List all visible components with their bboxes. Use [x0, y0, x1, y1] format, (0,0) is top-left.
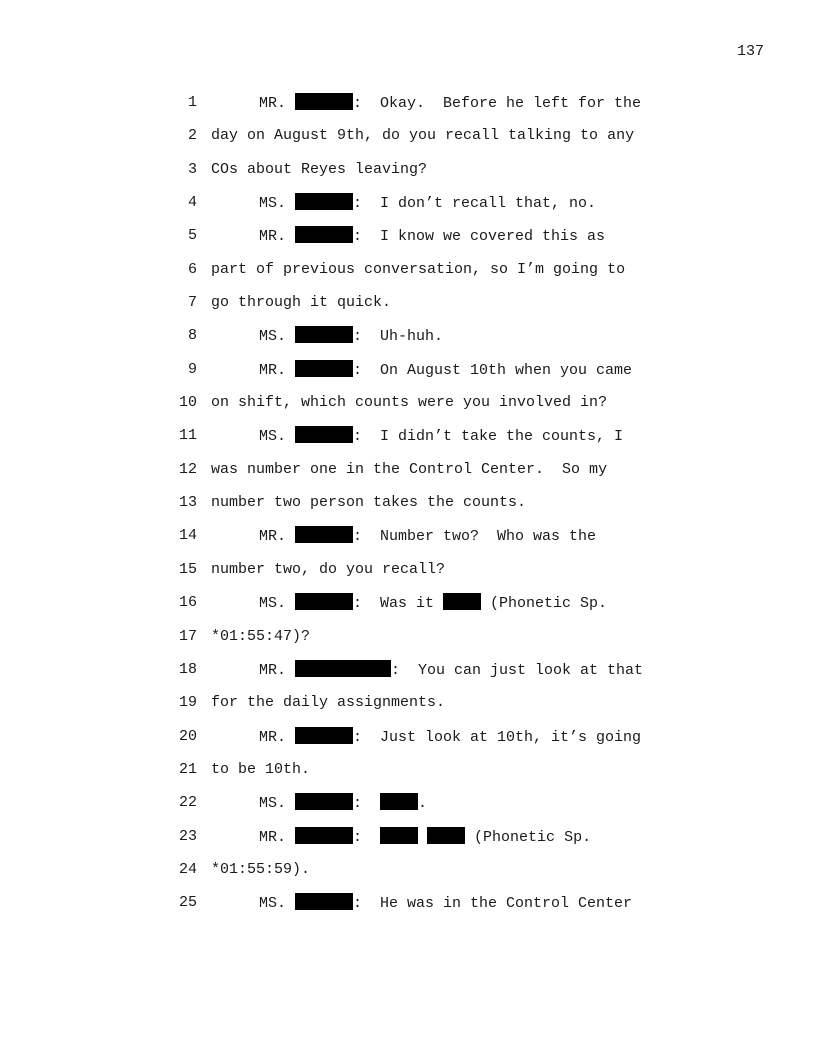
transcript-line	[0, 827, 816, 860]
redaction-box	[427, 827, 465, 844]
redaction-box	[295, 326, 353, 343]
redaction-box	[295, 193, 353, 210]
transcript-line	[0, 893, 816, 926]
line-number: 13	[178, 494, 197, 512]
transcript-line	[0, 727, 816, 760]
line-number: 1	[187, 94, 197, 111]
transcript-line	[0, 360, 816, 393]
redaction-box	[295, 93, 353, 110]
line-number: 2	[187, 127, 197, 145]
transcript-line	[0, 660, 816, 693]
line-text: MR. : I know we covered this as	[259, 228, 606, 246]
line-text: MR. : Number two? Who was the	[259, 528, 597, 546]
transcript-line	[0, 293, 816, 326]
line-number: 21	[178, 760, 197, 778]
redaction-box	[380, 827, 418, 844]
line-text: MS. : .	[259, 795, 428, 813]
line-text: MR. : (Phonetic Sp.	[259, 828, 592, 846]
transcript-line	[0, 226, 816, 259]
line-number: 17	[178, 627, 197, 645]
line-text: MS. : He was in the Control Center	[259, 895, 633, 913]
line-number: 24	[178, 860, 197, 878]
transcript-line	[0, 560, 816, 593]
line-text: go through it quick.	[211, 294, 392, 312]
line-number: 11	[178, 427, 197, 445]
transcript-line	[0, 126, 816, 159]
line-number: 9	[187, 360, 197, 378]
line-text: on shift, which counts were you involved in?	[211, 394, 608, 412]
line-text: number two person takes the counts.	[211, 494, 527, 512]
transcript-line	[0, 393, 816, 426]
line-number: 6	[187, 260, 197, 278]
redaction-box	[295, 360, 353, 377]
line-text: MR. : On August 10th when you came	[259, 361, 633, 379]
transcript-line	[0, 693, 816, 726]
line-text: MS. : I don’t recall that, no.	[259, 195, 597, 213]
transcript-line	[0, 326, 816, 359]
transcript-lines	[0, 93, 816, 927]
line-text: part of previous conversation, so I’m going to	[211, 260, 626, 278]
transcript-line	[0, 627, 816, 660]
transcript-line	[0, 793, 816, 826]
transcript-line	[0, 526, 816, 559]
line-number: 12	[178, 460, 197, 478]
line-text: MR. : You can just look at that	[259, 661, 644, 679]
redaction-box	[443, 593, 481, 610]
line-number: 10	[178, 394, 197, 412]
redaction-box	[295, 593, 353, 610]
line-number: 23	[178, 827, 197, 845]
transcript-line	[0, 426, 816, 459]
line-number: 25	[178, 894, 197, 912]
redaction-box	[295, 893, 353, 910]
transcript-line	[0, 760, 816, 793]
transcript-line	[0, 460, 816, 493]
line-text: COs about Reyes leaving?	[211, 160, 428, 178]
line-text: was number one in the Control Center. So my	[211, 460, 608, 478]
line-number: 7	[187, 294, 197, 312]
line-number: 16	[178, 594, 197, 612]
line-text: MS. : Uh-huh.	[259, 328, 444, 346]
line-number: 14	[178, 527, 197, 545]
transcript-line	[0, 593, 816, 626]
line-number: 4	[187, 194, 197, 212]
line-number: 18	[178, 660, 197, 678]
redaction-box	[295, 426, 353, 443]
line-text: *01:55:59).	[211, 860, 311, 878]
redaction-box	[295, 226, 353, 243]
line-number: 22	[178, 794, 197, 812]
line-text: number two, do you recall?	[211, 560, 446, 578]
line-text: for the daily assignments.	[211, 694, 446, 712]
line-text: day on August 9th, do you recall talking to any	[211, 127, 635, 145]
redaction-box	[295, 660, 391, 677]
line-text: MR. : Just look at 10th, it’s going	[259, 728, 642, 746]
redaction-box	[380, 793, 418, 810]
line-number: 8	[187, 327, 197, 345]
line-text: MS. : I didn’t take the counts, I	[259, 428, 624, 446]
line-text: MS. : Was it (Phonetic Sp.	[259, 595, 608, 613]
line-text: to be 10th.	[211, 760, 311, 778]
line-text: MR. : Okay. Before he left for the	[259, 95, 642, 112]
transcript-line	[0, 93, 816, 126]
redaction-box	[295, 526, 353, 543]
redaction-box	[295, 727, 353, 744]
transcript-line	[0, 193, 816, 226]
line-number: 20	[178, 727, 197, 745]
line-number: 3	[187, 160, 197, 178]
line-number: 15	[178, 560, 197, 578]
redaction-box	[295, 793, 353, 810]
transcript-line	[0, 160, 816, 193]
transcript-line	[0, 860, 816, 893]
transcript-line	[0, 260, 816, 293]
line-text: *01:55:47)?	[211, 627, 311, 645]
page-number: 137	[736, 43, 764, 60]
line-number: 5	[187, 227, 197, 245]
redaction-box	[295, 827, 353, 844]
transcript-line	[0, 493, 816, 526]
line-number: 19	[178, 694, 197, 712]
